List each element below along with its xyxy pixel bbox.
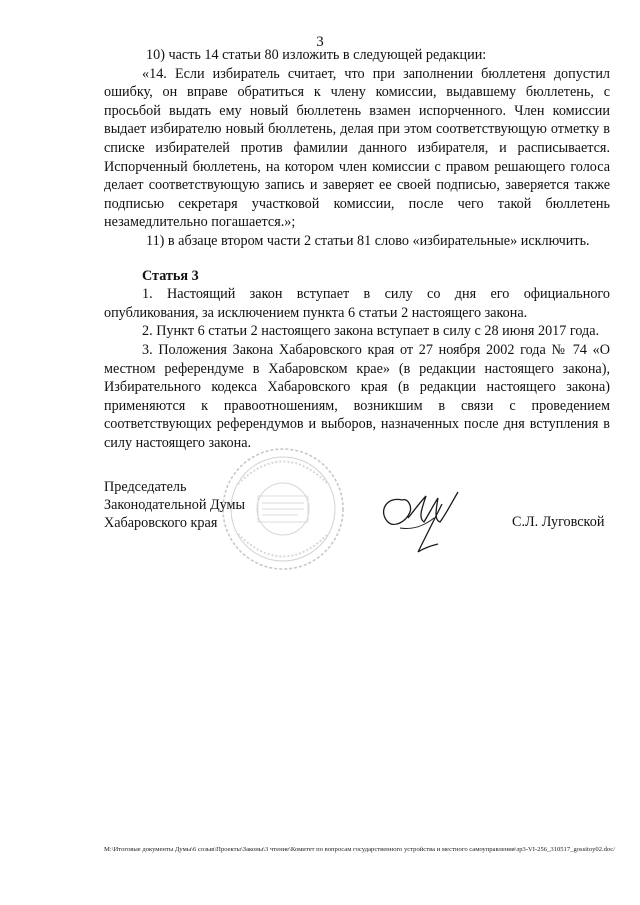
paragraph-item-10: 10) часть 14 статьи 80 изложить в следующей редакции: <box>146 47 487 63</box>
paragraph-item-11: 11) в абзаце втором части 2 статьи 81 слово «избирательные» исключить. <box>146 232 590 249</box>
signatory-title-line-2: Законодательной Думы <box>104 497 246 513</box>
signatory-title-line-3: Хабаровского края <box>104 515 218 531</box>
article-3-item-3: 3. Положения Закона Хабаровского края от 27 ноября 2002 года № 74 «О местном референдуме в Хабаровском крае» (в редакции настоящего закона), Избирательного кодекса Хабаровского края (в редакции настоящего закона) применяются к правоотношениям, возникшим в связи с проведением соответствующих референдумов и выборов, назначенных после дня вступления в силу настоящего закона. <box>104 341 610 451</box>
document-body <box>104 46 610 452</box>
article-3-item-2: 2. Пункт 6 статьи 2 настоящего закона вступает в силу с 28 июня 2017 года. <box>142 323 600 340</box>
signatory-name: С.Л. Луговской <box>512 514 605 530</box>
handwritten-signature <box>372 478 472 558</box>
article-3-item-1: 1. Настоящий закон вступает в силу со дня его официального опубликования, за исключением пункта 6 статьи 2 настоящего закона. <box>104 286 610 321</box>
paragraph-article-80-part-14: «14. Если избиратель считает, что при заполнении бюллетеня допустил ошибку, он вправе обратиться к члену комиссии, выдавшему бюллетень, с просьбой выдать ему новый бюллетень взамен испорченного. Член комиссии выдает избирателю новый бюллетень, делая при этом соответствующую отметку в списке избирателей против фамилии данного избирателя, и расписывается. Испорченный бюллетень, на котором член комиссии с правом решающего голоса делает соответствующую запись и заверяет ее своей подписью, заверяется также подписью секретаря участковой комиссии, после чего такой бюллетень незамедлительно погашается.»; <box>104 65 610 231</box>
document-file-path: M:\Итоговые документы Думы\6 созыв\Проекты\Законы\3 чтение\Комитет по вопросам государственного устройства и местного самоуправления\зр3-VI-256_310517_gossitoy02.doc/ <box>104 846 616 853</box>
page-number: 3 <box>316 34 324 50</box>
signatory-title-line-1: Председатель <box>104 479 187 495</box>
signatory-title <box>104 478 245 532</box>
article-3-heading: Статья 3 <box>142 267 199 284</box>
